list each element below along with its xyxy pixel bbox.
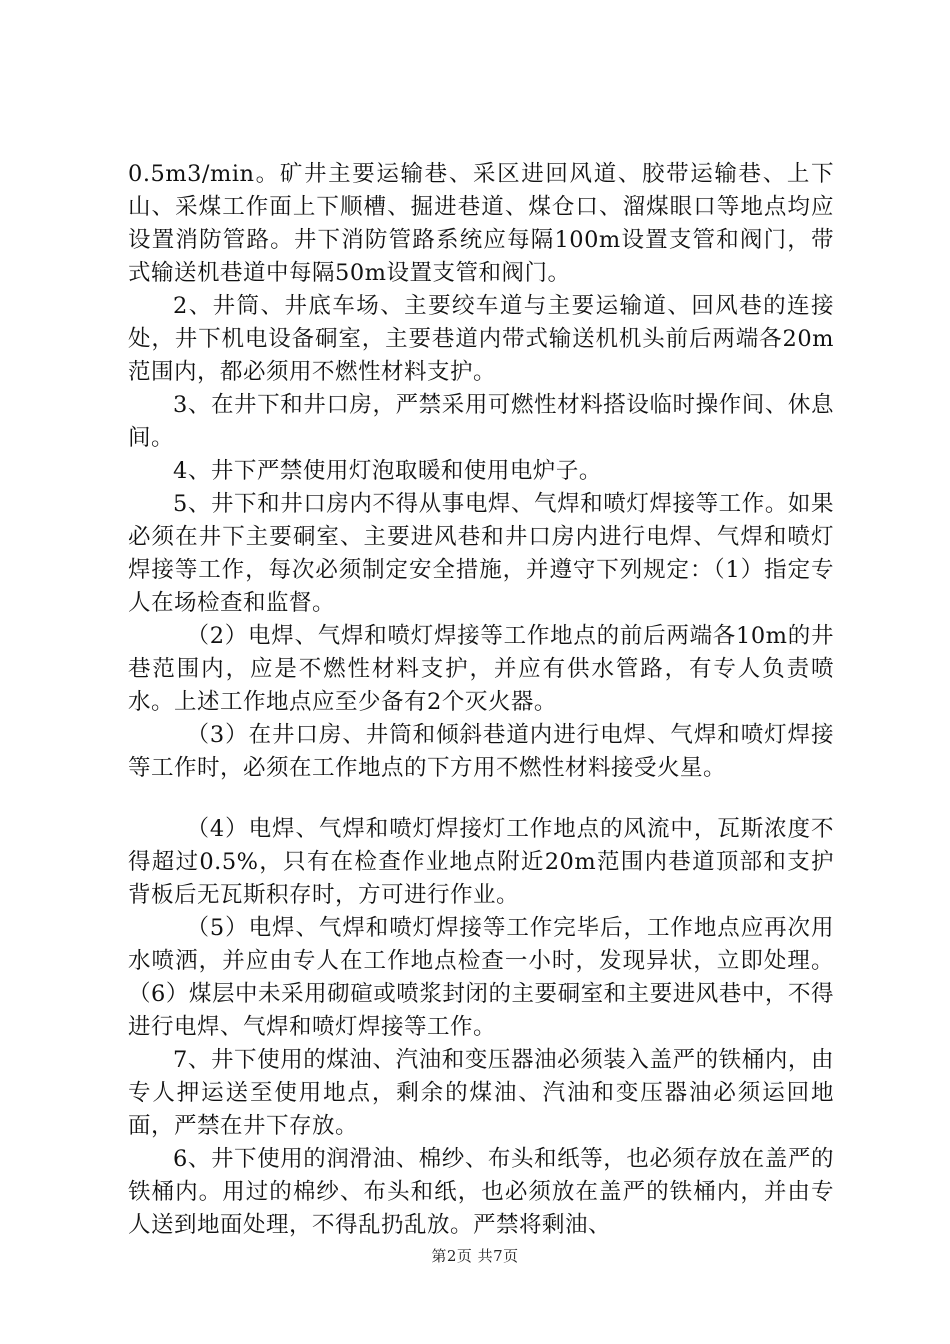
paragraph-rule-3: （3）在井口房、井筒和倾斜巷道内进行电焊、气焊和喷灯焊接等工作时，必须在工作地点的下方用不燃性材料接受火星。 [128,722,834,781]
paragraph-item-5: 5、井下和井口房内不得从事电焊、气焊和喷灯焊接等工作。如果必须在井下主要硐室、主要进风巷和井口房内进行电焊、气焊和喷灯焊接等工作，每次必须制定安全措施，并遵守下列规定：（1）指定专人在场检查和监督。 [128,491,834,616]
page-number-footer: 第2页 共7页 [431,1247,519,1265]
paragraph-item-6: 6、井下使用的润滑油、棉纱、布头和纸等，也必须存放在盖严的铁桶内。用过的棉纱、布头和纸，也必须放在盖严的铁桶内，并由专人送到地面处理，不得乱扔乱放。严禁将剩油、 [128,1146,834,1238]
paragraph-rule-5: （5）电焊、气焊和喷灯焊接等工作完毕后，工作地点应再次用水喷洒，并应由专人在工作地点检查一小时，发现异状，立即处理。（6）煤层中未采用砌碹或喷浆封闭的主要硐室和主要进风巷中，不得进行电焊、气焊和喷灯焊接等工作。 [128,915,834,1040]
paragraph-rule-4: （4）电焊、气焊和喷灯焊接灯工作地点的风流中，瓦斯浓度不得超过0.5%，只有在检查作业地点附近20m范围内巷道顶部和支护背板后无瓦斯积存时，方可进行作业。 [128,816,834,908]
paragraph-item-7: 7、井下使用的煤油、汽油和变压器油必须装入盖严的铁桶内，由专人押运送至使用地点，剩余的煤油、汽油和变压器油必须运回地面，严禁在井下存放。 [128,1047,834,1139]
paragraph-spacer [128,785,834,813]
paragraph-item-3: 3、在井下和井口房，严禁采用可燃性材料搭设临时操作间、休息间。 [128,392,834,451]
paragraph-rule-2: （2）电焊、气焊和喷灯焊接等工作地点的前后两端各10m的井巷范围内，应是不燃性材料支护，并应有供水管路，有专人负责喷水。上述工作地点应至少备有2个灭火器。 [128,623,834,715]
paragraph-continuation: 0.5m3/min。矿井主要运输巷、采区进回风道、胶带运输巷、上下山、采煤工作面上下顺槽、掘进巷道、煤仓口、溜煤眼口等地点均应设置消防管路。井下消防管路系统应每隔100m设置支管和阀门，带式输送机巷道中每隔50m设置支管和阀门。 [128,161,834,286]
paragraph-item-4: 4、井下严禁使用灯泡取暖和使用电炉子。 [173,458,602,484]
document-body [128,158,834,1242]
paragraph-item-2: 2、井筒、井底车场、主要绞车道与主要运输道、回风巷的连接处，井下机电设备硐室，主要巷道内带式输送机机头前后两端各20m范围内，都必须用不燃性材料支护。 [128,293,834,385]
